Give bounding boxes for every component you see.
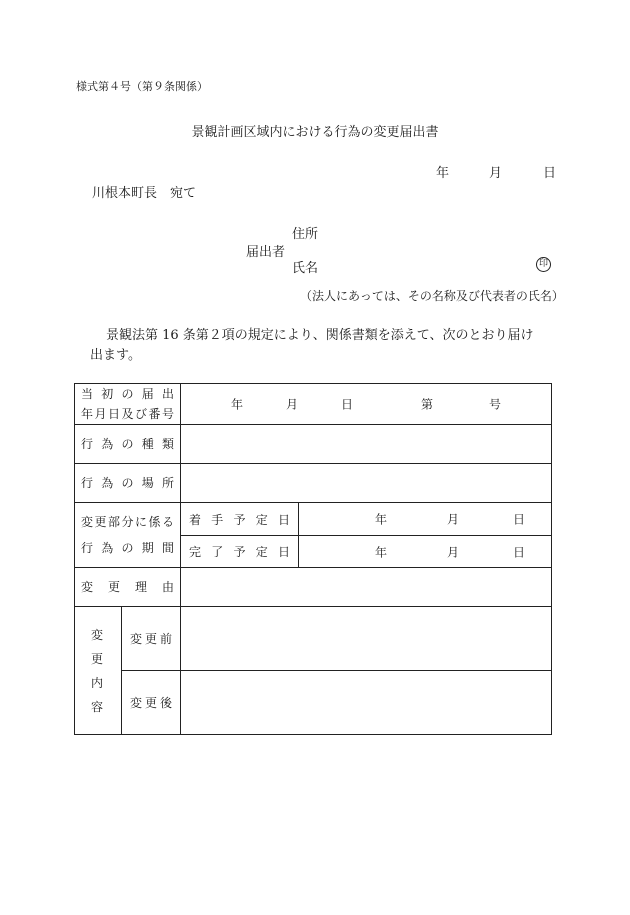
after-change-label: 変更後 — [122, 671, 181, 735]
table-row-start-date — [75, 503, 552, 536]
end-date-value[interactable] — [299, 536, 552, 568]
row1-day: 日 — [341, 397, 354, 412]
row1-go: 号 — [489, 397, 502, 412]
table-row-before-change — [75, 607, 552, 671]
before-change-value[interactable] — [181, 607, 552, 671]
addressee: 川根本町長 宛て — [92, 186, 197, 201]
table-row-original-notification — [75, 384, 552, 425]
body-text — [92, 326, 552, 366]
after-change-value[interactable] — [181, 671, 552, 735]
table-row-action-place — [75, 464, 552, 503]
action-type-label: 行為の種類 — [75, 425, 181, 464]
row1-year: 年 — [231, 397, 244, 412]
address-label: 住所 — [292, 227, 319, 242]
start-date-value[interactable] — [299, 503, 552, 536]
change-reason-value[interactable] — [181, 568, 552, 607]
start-date-label: 着手予定日 — [181, 503, 299, 536]
before-change-label: 変更前 — [122, 607, 181, 671]
start-year: 年 — [375, 512, 388, 527]
table-row-after-change — [75, 671, 552, 735]
end-month: 月 — [447, 545, 460, 559]
document-title: 景観計画区域内における行為の変更届出書 — [191, 125, 439, 140]
original-notification-label: 当初の届出 年月日及び番号 — [75, 384, 181, 425]
body-line-1: 景観法第 16 条第２項の規定により、関係書類を添えて、次のとおり届け — [106, 328, 534, 343]
row1-no: 第 — [421, 397, 434, 412]
notifier-label: 届出者 — [246, 245, 286, 260]
change-form-table — [74, 383, 552, 735]
start-day: 日 — [513, 512, 526, 527]
form-number: 様式第４号（第９条関係） — [76, 80, 208, 93]
action-type-value[interactable] — [181, 425, 552, 464]
table-row-action-type — [75, 425, 552, 464]
corporate-note: （法人にあっては、その名称及び代表者の氏名） — [300, 289, 564, 303]
end-year: 年 — [375, 545, 388, 559]
action-place-label: 行為の場所 — [75, 464, 181, 503]
change-content-label: 変更 内容 — [75, 607, 122, 735]
row1-month: 月 — [286, 397, 299, 412]
seal-mark: 印 — [536, 257, 551, 272]
name-label: 氏名 — [292, 261, 319, 276]
date-year-label: 年 — [436, 166, 450, 181]
date-day-label: 日 — [543, 166, 557, 181]
action-place-value[interactable] — [181, 464, 552, 503]
end-day: 日 — [513, 545, 526, 559]
original-notification-value[interactable] — [181, 384, 552, 425]
table-row-change-reason — [75, 568, 552, 607]
changed-period-label: 変更部分に係る 行為の期間 — [75, 503, 181, 568]
end-date-label: 完了予定日 — [181, 536, 299, 568]
change-reason-label: 変更理由 — [75, 568, 181, 607]
start-month: 月 — [447, 512, 460, 527]
body-line-2: 出ます。 — [90, 348, 141, 363]
date-month-label: 月 — [489, 166, 503, 181]
